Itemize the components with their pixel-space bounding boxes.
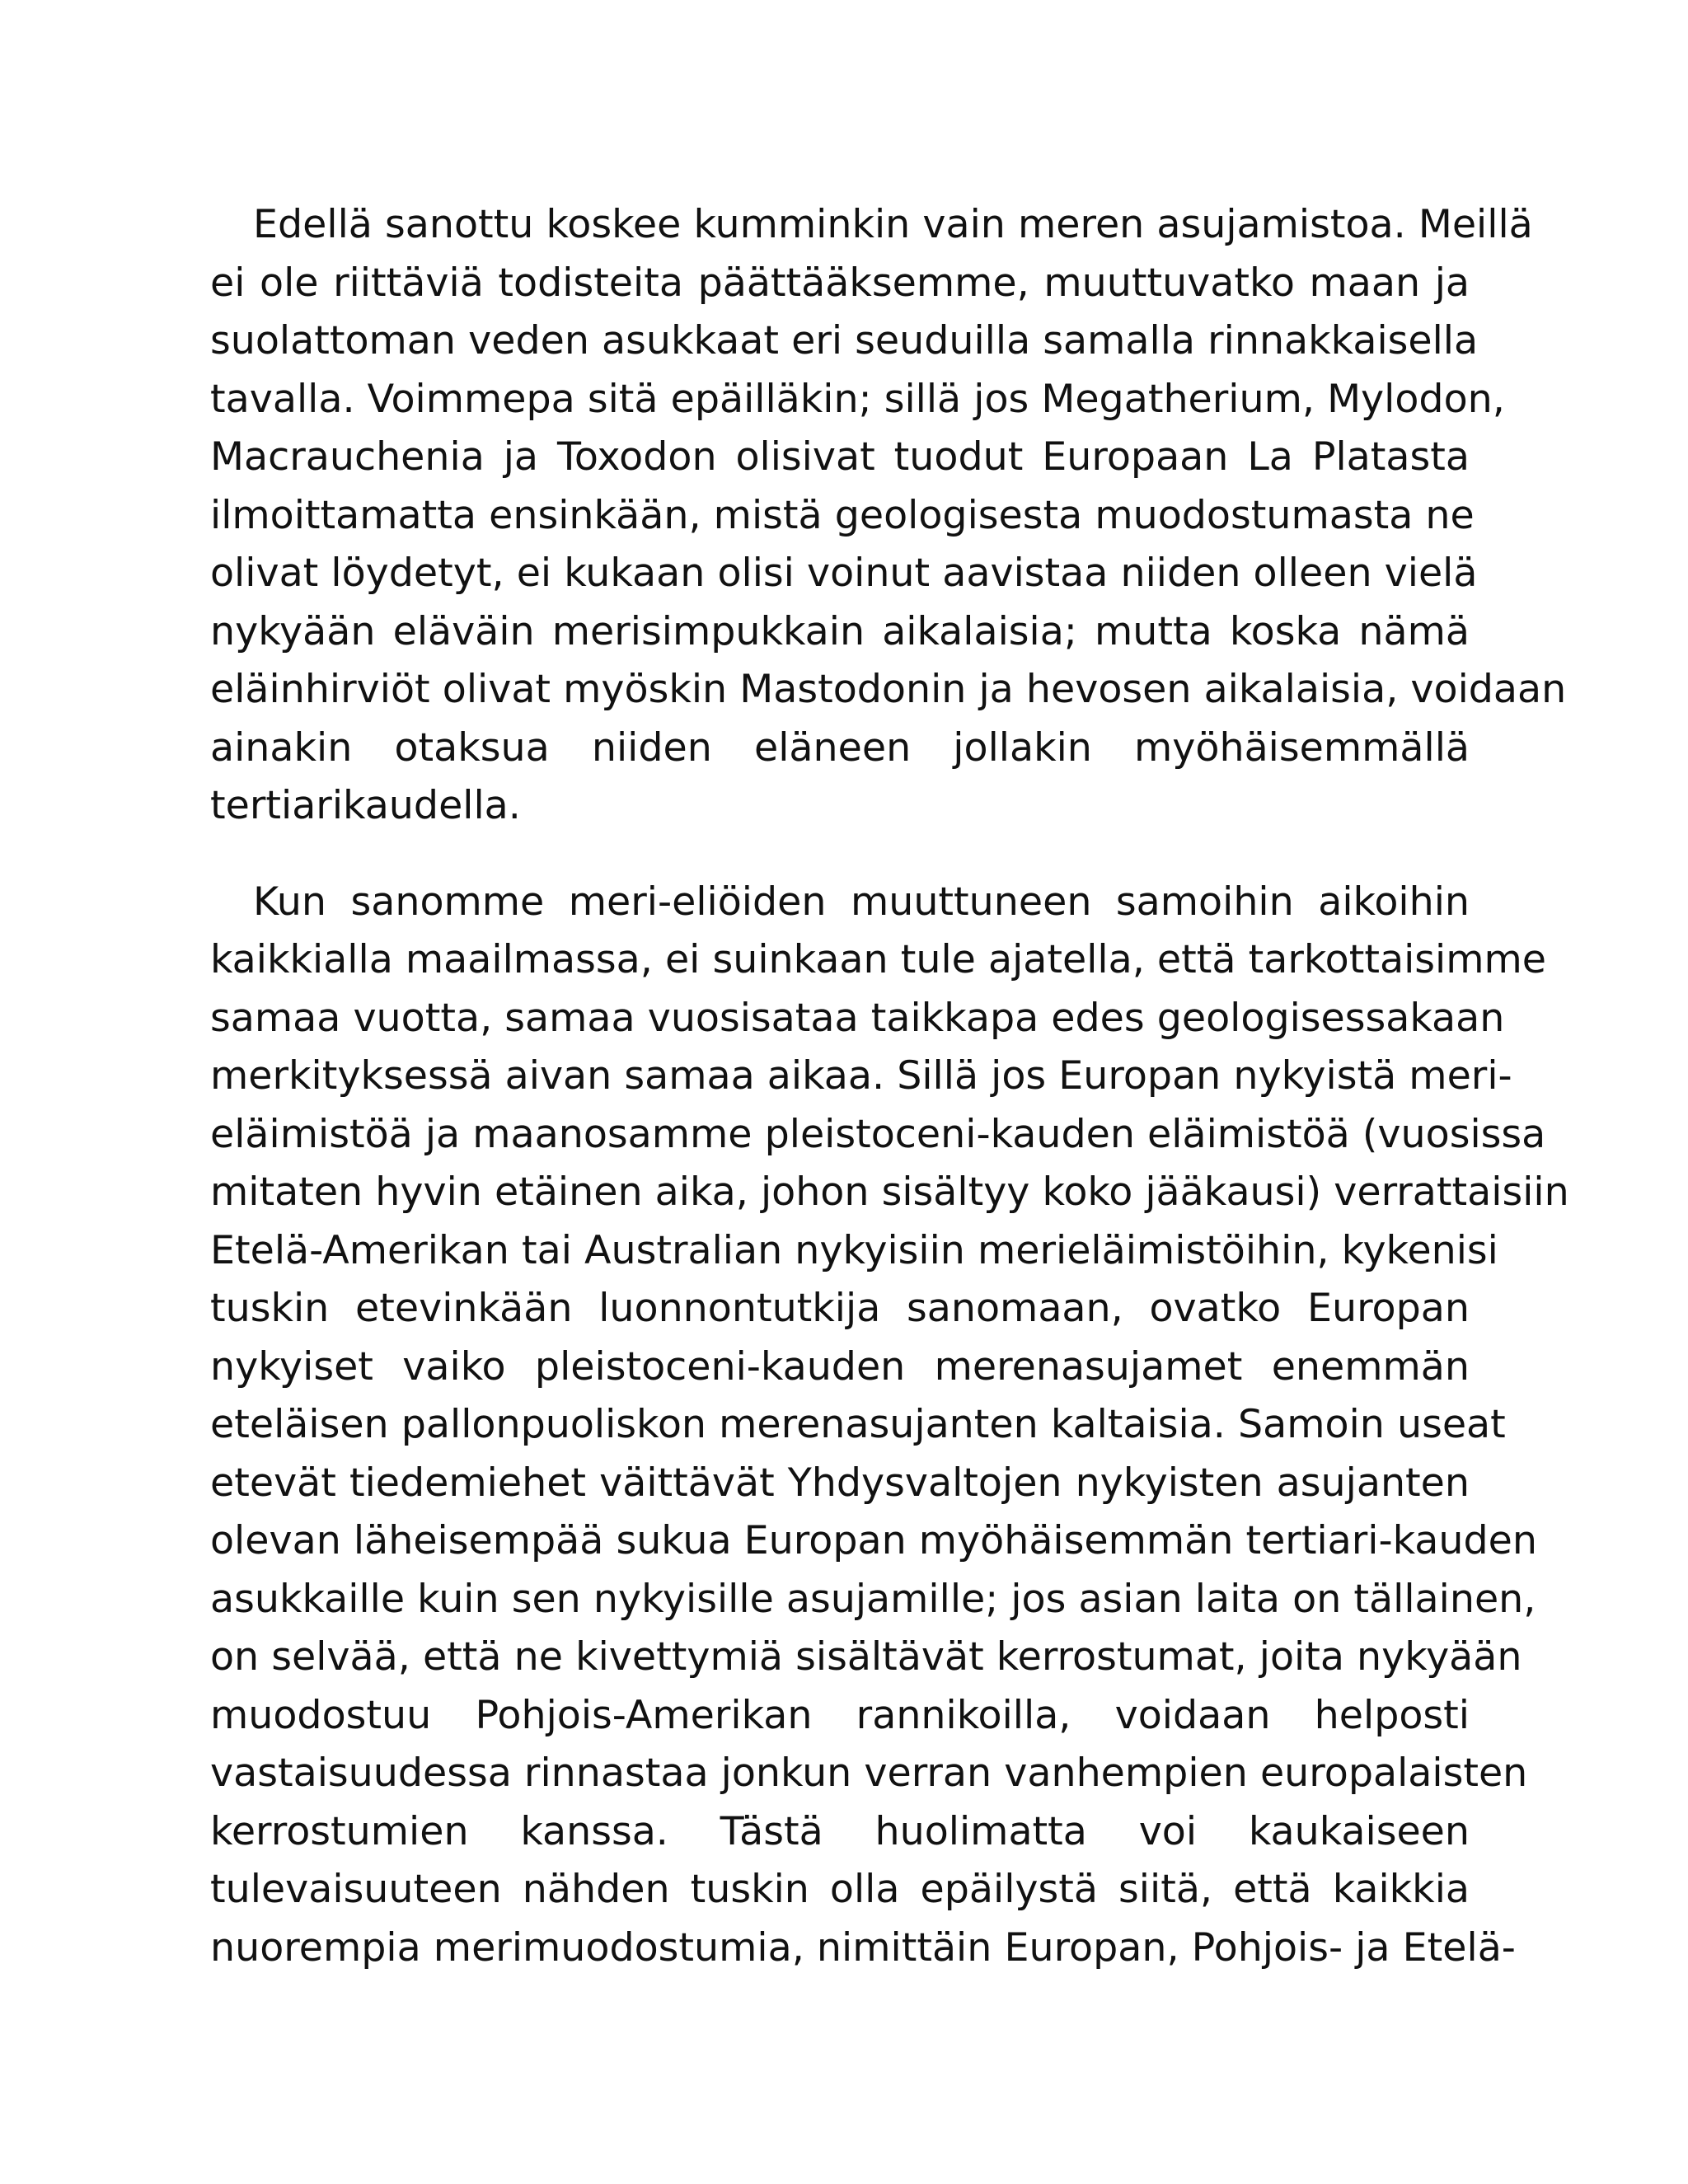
- text-line: tavalla. Voimmepa sitä epäilläkin; sillä jos Megatherium, Mylodon,: [210, 376, 1505, 422]
- text-line: mitaten hyvin etäinen aika, johon sisältyy koko jääkausi) verrattaisiin: [210, 1169, 1569, 1215]
- paragraph-1: [210, 196, 1567, 836]
- text-line: kaikkialla maailmassa, ei suinkaan tule ajatella, että tarkottaisimme: [210, 937, 1547, 982]
- paragraph-2: [210, 874, 1569, 1978]
- text-line: eläinhirviöt olivat myöskin Mastodonin ja hevosen aikalaisia, voidaan: [210, 667, 1567, 712]
- text-line: nykyään eläväin merisimpukkain aikalaisia; mutta koska nämä: [210, 608, 1470, 654]
- text-line: Etelä-Amerikan tai Australian nykyisiin merieläimistöihin, kykenisi: [210, 1227, 1498, 1273]
- text-line: tuskin etevinkään luonnontutkija sanomaan, ovatko Europan: [210, 1286, 1470, 1331]
- text-line: merkityksessä aivan samaa aikaa. Sillä jos Europan nykyistä meri-: [210, 1053, 1512, 1099]
- text-line: suolattoman veden asukkaat eri seuduilla samalla rinnakkaisella: [210, 318, 1479, 363]
- text-line: eläimistöä ja maanosamme pleistoceni-kauden eläimistöä (vuosissa: [210, 1111, 1546, 1157]
- text-line: vastaisuudessa rinnastaa jonkun verran vanhempien europalaisten: [210, 1750, 1528, 1796]
- text-line: samaa vuotta, samaa vuosisataa taikkapa edes geologisessakaan: [210, 995, 1505, 1041]
- text-line: ei ole riittäviä todisteita päättääksemme, muuttuvatko maan ja: [210, 260, 1470, 306]
- text-line: Kun sanomme meri-eliöiden muuttuneen samoihin aikoihin: [253, 879, 1470, 925]
- text-line: olevan läheisempää sukua Europan myöhäisemmän tertiari-kauden: [210, 1518, 1537, 1563]
- text-line: nykyiset vaiko pleistoceni-kauden merenasujamet enemmän: [210, 1343, 1470, 1390]
- text-line: tertiarikaudella.: [210, 783, 521, 828]
- text-line: nuorempia merimuodostumia, nimittäin Europan, Pohjois- ja Etelä-: [210, 1924, 1516, 1971]
- text-line: on selvää, että ne kivettymiä sisältävät kerrostumat, joita nykyään: [210, 1634, 1522, 1680]
- text-line: muodostuu Pohjois-Amerikan rannikoilla, voidaan helposti: [210, 1692, 1470, 1738]
- page-body: [210, 196, 1569, 1977]
- text-line: eteläisen pallonpuoliskon merenasujanten kaltaisia. Samoin useat: [210, 1402, 1506, 1447]
- text-line: ilmoittamatta ensinkään, mistä geologisesta muodostumasta ne: [210, 492, 1475, 538]
- text-line: kerrostumien kanssa. Tästä huolimatta voi kaukaiseen: [210, 1808, 1470, 1854]
- text-line: olivat löydetyt, ei kukaan olisi voinut aavistaa niiden olleen vielä: [210, 551, 1478, 596]
- text-line: asukkaille kuin sen nykyisille asujamille; jos asian laita on tällainen,: [210, 1576, 1536, 1622]
- text-line: Edellä sanottu koskee kumminkin vain meren asujamistoa. Meillä: [253, 202, 1533, 247]
- text-line: tulevaisuuteen nähden tuskin olla epäilystä siitä, että kaikkia: [210, 1867, 1470, 1912]
- text-line: Macrauchenia ja Toxodon olisivat tuodut Europaan La Platasta: [210, 434, 1470, 480]
- text-line: ainakin otaksua niiden eläneen jollakin myöhäisemmällä: [210, 724, 1470, 771]
- text-line: etevät tiedemiehet väittävät Yhdysvaltojen nykyisten asujanten: [210, 1460, 1470, 1506]
